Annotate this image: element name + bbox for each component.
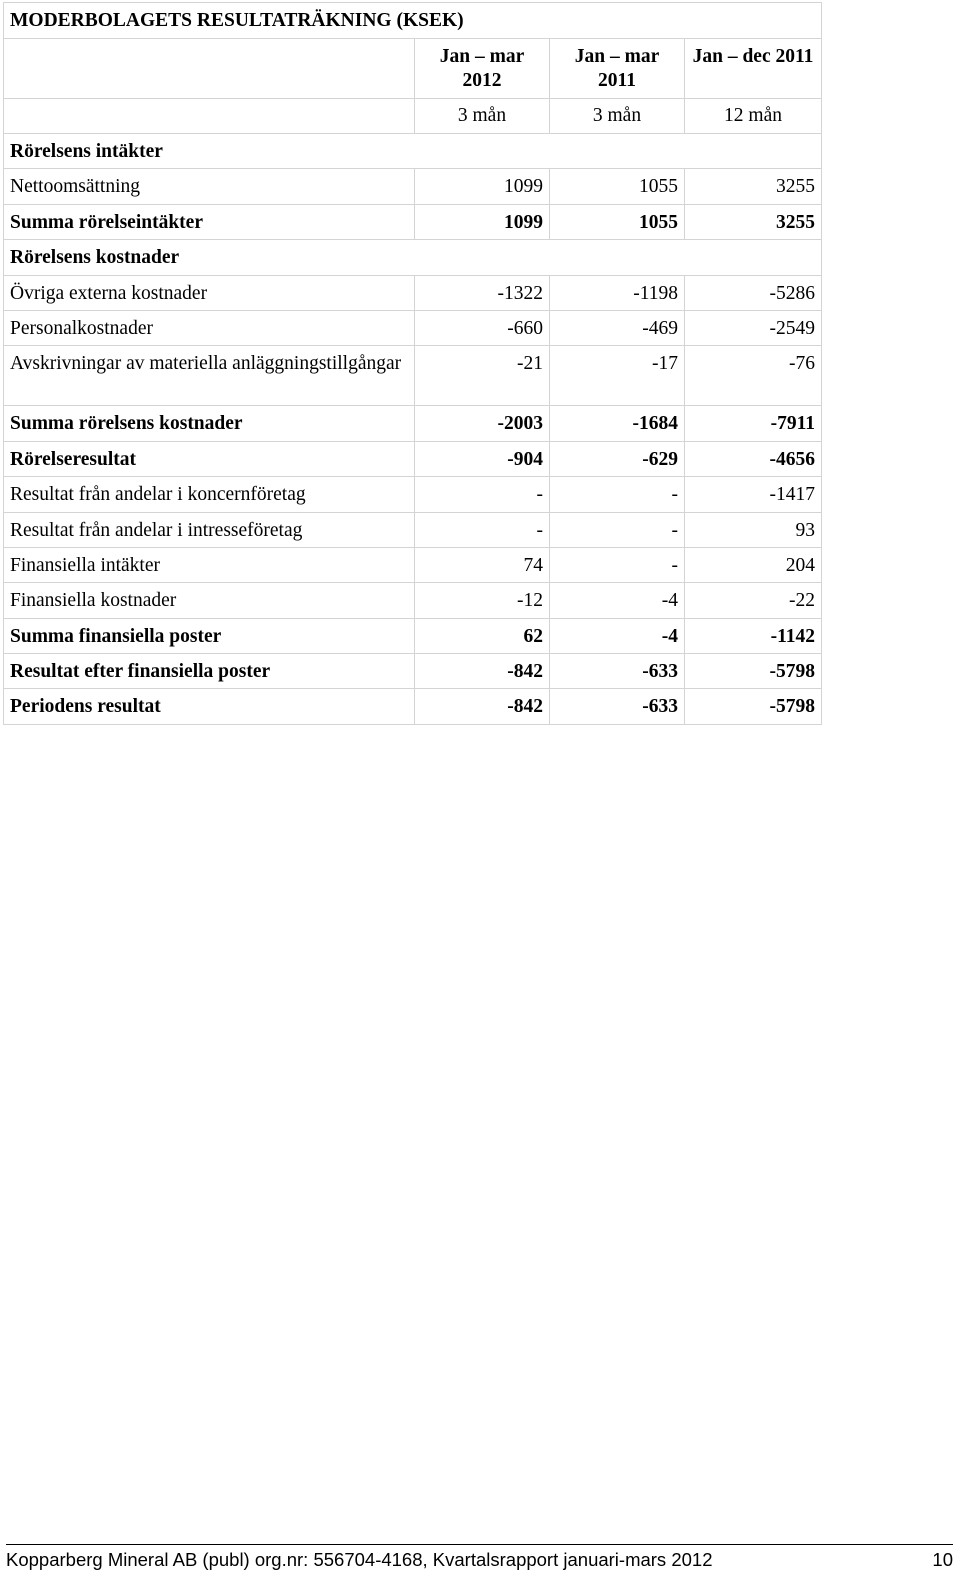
header-empty-cell	[4, 39, 415, 99]
row-value: -21	[415, 346, 550, 406]
row-value: -7911	[685, 406, 822, 441]
header-empty-cell	[4, 99, 415, 134]
row-label: Avskrivningar av materiella anläggningstillgångar	[4, 346, 415, 406]
row-value: 204	[685, 547, 822, 582]
row-label: Resultat från andelar i koncernföretag	[4, 477, 415, 512]
period-header: Jan – dec 2011	[685, 39, 822, 99]
table-row	[4, 441, 822, 476]
row-value: -633	[550, 654, 685, 689]
row-label: Resultat efter finansiella poster	[4, 654, 415, 689]
row-label: Summa rörelseintäkter	[4, 204, 415, 239]
row-label: Övriga externa kostnader	[4, 275, 415, 310]
row-value: -	[550, 547, 685, 582]
row-value: -842	[415, 689, 550, 724]
row-value: -17	[550, 346, 685, 406]
title-row	[4, 3, 822, 39]
row-value: 3255	[685, 169, 822, 204]
row-value: -660	[415, 310, 550, 345]
table-row	[4, 406, 822, 441]
footer-text: Kopparberg Mineral AB (publ) org.nr: 556704-4168, Kvartalsrapport januari-mars 2012	[6, 1549, 713, 1570]
table-row	[4, 310, 822, 345]
row-value: -	[415, 477, 550, 512]
row-value: -76	[685, 346, 822, 406]
table-row	[4, 169, 822, 204]
duration-header-row	[4, 99, 822, 134]
duration-header: 3 mån	[415, 99, 550, 134]
row-value: -12	[415, 583, 550, 618]
row-value: -629	[550, 441, 685, 476]
row-value: -904	[415, 441, 550, 476]
row-label: Periodens resultat	[4, 689, 415, 724]
row-label: Summa rörelsens kostnader	[4, 406, 415, 441]
row-label: Personalkostnader	[4, 310, 415, 345]
row-value: 3255	[685, 204, 822, 239]
page-footer	[6, 1544, 953, 1571]
table-row	[4, 547, 822, 582]
row-label: Summa finansiella poster	[4, 618, 415, 653]
row-value: -5798	[685, 654, 822, 689]
row-value: -2003	[415, 406, 550, 441]
row-value: -4	[550, 618, 685, 653]
table-row	[4, 477, 822, 512]
period-header-row	[4, 39, 822, 99]
row-value: 1055	[550, 169, 685, 204]
table-title: MODERBOLAGETS RESULTATRÄKNING (KSEK)	[4, 3, 822, 39]
row-value: -2549	[685, 310, 822, 345]
row-value: -842	[415, 654, 550, 689]
row-value: -1142	[685, 618, 822, 653]
row-value: -633	[550, 689, 685, 724]
row-value: -	[550, 477, 685, 512]
period-header: Jan – mar 2011	[550, 39, 685, 99]
duration-header: 12 mån	[685, 99, 822, 134]
table-row	[4, 275, 822, 310]
table-row	[4, 346, 822, 406]
row-value: -	[550, 512, 685, 547]
row-value: -1684	[550, 406, 685, 441]
row-value: -	[415, 512, 550, 547]
row-value: 1099	[415, 169, 550, 204]
row-value: -5798	[685, 689, 822, 724]
table-row	[4, 512, 822, 547]
row-value: -5286	[685, 275, 822, 310]
row-value: -1322	[415, 275, 550, 310]
row-value: -469	[550, 310, 685, 345]
row-value: 62	[415, 618, 550, 653]
page-number: 10	[932, 1549, 953, 1570]
table-row	[4, 654, 822, 689]
section-heading: Rörelsens intäkter	[4, 134, 822, 169]
table-row	[4, 134, 822, 169]
section-heading: Rörelsens kostnader	[4, 240, 822, 275]
table-row	[4, 240, 822, 275]
row-label: Rörelseresultat	[4, 441, 415, 476]
row-label: Nettoomsättning	[4, 169, 415, 204]
table-row	[4, 618, 822, 653]
table-row	[4, 689, 822, 724]
row-value: -1198	[550, 275, 685, 310]
table-body	[4, 134, 822, 725]
table-row	[4, 583, 822, 618]
row-label: Finansiella intäkter	[4, 547, 415, 582]
row-value: -4656	[685, 441, 822, 476]
row-value: -1417	[685, 477, 822, 512]
income-statement-table	[3, 2, 822, 725]
table-row	[4, 204, 822, 239]
row-value: -22	[685, 583, 822, 618]
row-value: 74	[415, 547, 550, 582]
period-header: Jan – mar 2012	[415, 39, 550, 99]
row-label: Resultat från andelar i intresseföretag	[4, 512, 415, 547]
row-value: 93	[685, 512, 822, 547]
row-label: Finansiella kostnader	[4, 583, 415, 618]
row-value: 1055	[550, 204, 685, 239]
row-value: 1099	[415, 204, 550, 239]
row-value: -4	[550, 583, 685, 618]
duration-header: 3 mån	[550, 99, 685, 134]
